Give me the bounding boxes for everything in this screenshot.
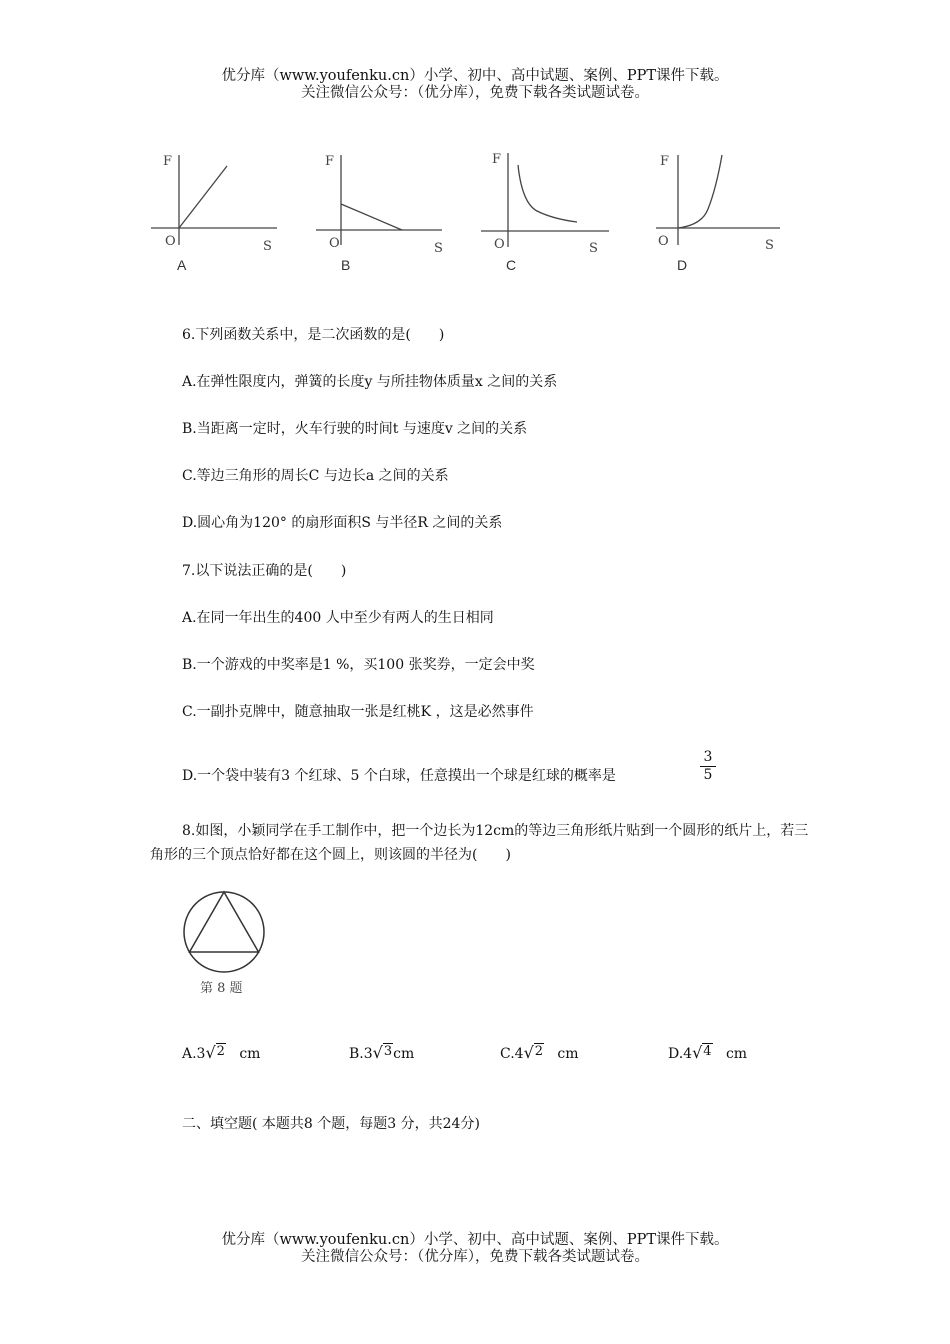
header-line-1: 优分库（www.youfenku.cn）小学、初中、高中试题、案例、PPT课件下载。 bbox=[221, 68, 729, 84]
fraction-numerator: 3 bbox=[700, 749, 716, 767]
sqrt-expression: √2 bbox=[523, 1043, 544, 1062]
option-prefix: A.3 bbox=[182, 1046, 206, 1062]
graph-c-label: C bbox=[506, 257, 517, 273]
graph-c bbox=[475, 145, 615, 255]
option-unit: cm bbox=[393, 1046, 415, 1062]
graph-curve bbox=[518, 165, 577, 222]
option-unit: cm bbox=[725, 1046, 748, 1062]
q8-stem: 8.如图，小颖同学在手工制作中，把一个边长为12cm的等边三角形纸片贴到一个圆形的纸片上，若三角形的三个顶点恰好都在这个圆上，则该圆的半径为( ) bbox=[150, 823, 809, 863]
radicand: 2 bbox=[534, 1044, 544, 1059]
graph-d-label: D bbox=[677, 257, 688, 273]
axis-label-o: O bbox=[165, 234, 176, 249]
circle-shape bbox=[184, 892, 264, 972]
radicand: 2 bbox=[216, 1044, 225, 1059]
sqrt-expression: √4 bbox=[692, 1043, 712, 1062]
q6-option-d: D.圆心角为120° 的扇形面积S 与半径R 之间的关系 bbox=[182, 515, 503, 531]
axis-label-s: S bbox=[434, 241, 443, 255]
axis-label-f: F bbox=[163, 154, 173, 169]
sqrt-expression: √3 bbox=[372, 1043, 393, 1062]
axis-label-f: F bbox=[325, 154, 335, 169]
axis-label-s: S bbox=[589, 241, 598, 255]
axis-label-o: O bbox=[329, 236, 340, 251]
q7-stem: 7.以下说法正确的是( ) bbox=[182, 563, 347, 579]
q8-figure bbox=[178, 888, 273, 1000]
graph-curve bbox=[341, 204, 402, 230]
q7-option-c: C.一副扑克牌中，随意抽取一张是红桃K ，这是必然事件 bbox=[182, 704, 534, 720]
footer-line-2: 关注微信公众号：（优分库），免费下载各类试题试卷。 bbox=[301, 1249, 649, 1265]
axis-label-s: S bbox=[765, 238, 774, 253]
q7-option-d: D.一个袋中装有3 个红球、5 个白球，任意摸出一个球是红球的概率是 bbox=[182, 768, 616, 784]
q6-option-c: C.等边三角形的周长C 与边长a 之间的关系 bbox=[182, 468, 449, 484]
graph-curve bbox=[678, 155, 722, 228]
section-heading: 二、填空题( 本题共8 个题，每题3 分，共24分) bbox=[182, 1116, 480, 1132]
q6-option-b: B.当距离一定时，火车行驶的时间t 与速度v 之间的关系 bbox=[182, 421, 528, 437]
axis-label-f: F bbox=[660, 154, 670, 169]
option-prefix: C.4 bbox=[500, 1046, 524, 1062]
q6-option-a: A.在弹性限度内，弹簧的长度y 与所挂物体质量x 之间的关系 bbox=[182, 374, 558, 390]
graph-b bbox=[310, 145, 450, 255]
radicand: 3 bbox=[383, 1044, 393, 1059]
q8-option-c bbox=[500, 1043, 579, 1062]
page-header bbox=[0, 68, 950, 102]
axis-label-o: O bbox=[494, 237, 505, 252]
graph-curve bbox=[179, 166, 227, 228]
header-line-2: 关注微信公众号：（优分库），免费下载各类试题试卷。 bbox=[301, 85, 649, 101]
q8-option-b bbox=[349, 1043, 414, 1062]
option-prefix: D.4 bbox=[668, 1046, 693, 1062]
q6-stem: 6.下列函数关系中，是二次函数的是( ) bbox=[182, 327, 445, 343]
graph-a bbox=[145, 145, 285, 255]
axis-label-s: S bbox=[263, 239, 272, 254]
footer-line-1: 优分库（www.youfenku.cn）小学、初中、高中试题、案例、PPT课件下载。 bbox=[221, 1232, 729, 1248]
graph-a-label: A bbox=[177, 257, 187, 273]
figure-caption: 第 8 题 bbox=[200, 981, 243, 996]
option-prefix: B.3 bbox=[349, 1046, 373, 1062]
graph-d bbox=[650, 145, 790, 255]
q8-option-d bbox=[668, 1043, 747, 1062]
option-unit: cm bbox=[239, 1046, 261, 1062]
q8-option-a bbox=[182, 1043, 260, 1062]
fraction-denominator: 5 bbox=[703, 767, 713, 783]
probability-fraction bbox=[700, 749, 716, 784]
q7-option-b: B.一个游戏的中奖率是1 %，买100 张奖券，一定会中奖 bbox=[182, 657, 535, 673]
graph-b-label: B bbox=[341, 257, 351, 273]
radicand: 4 bbox=[703, 1044, 712, 1059]
page-footer bbox=[0, 1232, 950, 1266]
q7-option-a: A.在同一年出生的400 人中至少有两人的生日相同 bbox=[182, 610, 494, 626]
option-unit: cm bbox=[557, 1046, 579, 1062]
axis-label-o: O bbox=[658, 234, 669, 249]
axis-label-f: F bbox=[492, 152, 502, 167]
sqrt-expression: √2 bbox=[205, 1043, 225, 1062]
